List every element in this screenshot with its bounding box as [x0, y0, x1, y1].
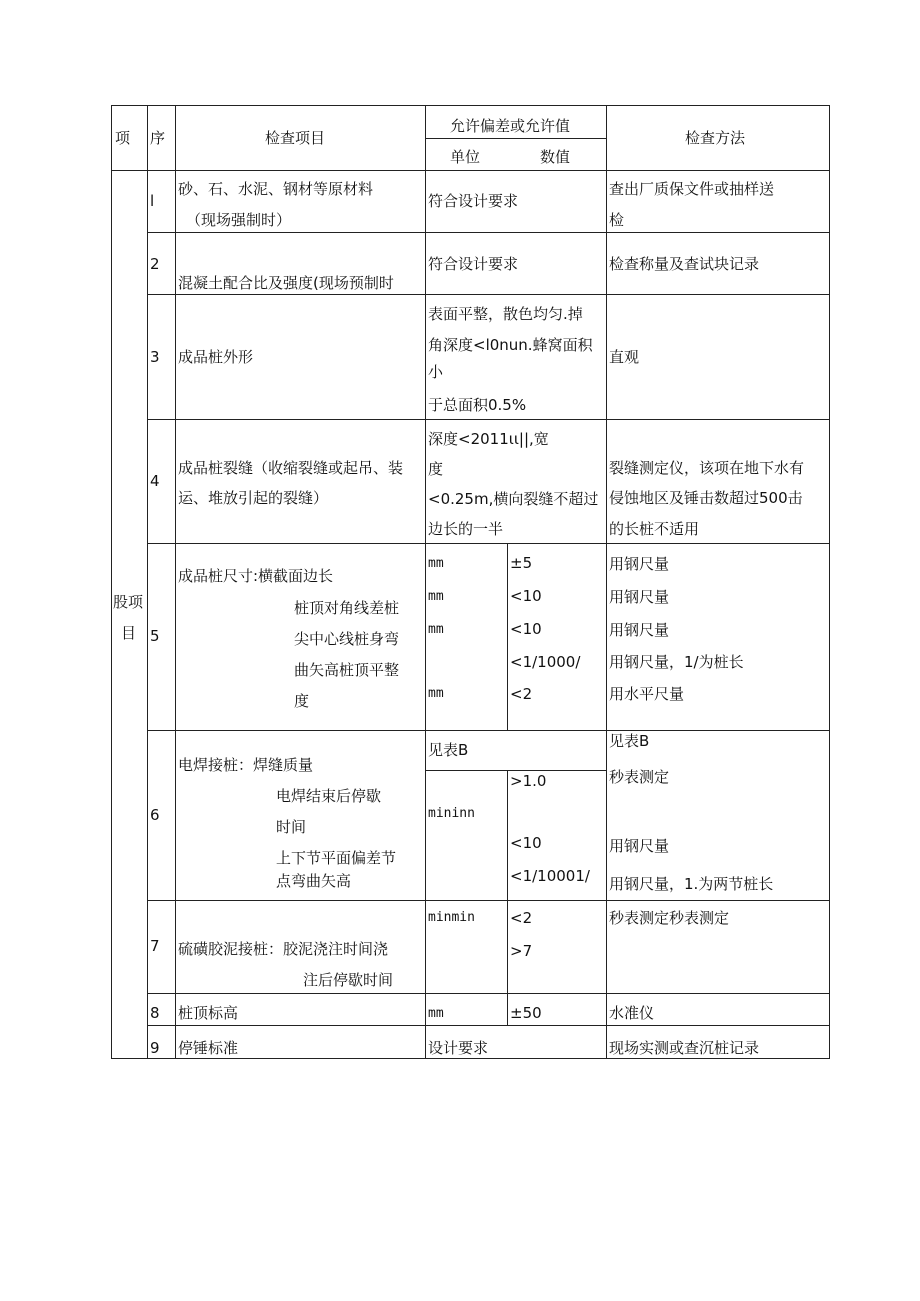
row5-unit-3: mm: [428, 622, 444, 637]
row5-item-line1: 成品桩尺寸:横截面边长: [178, 567, 334, 585]
row4-tol-line3: <0.25m,横向裂缝不超过: [428, 490, 599, 508]
row3-method: 直观: [609, 348, 640, 366]
row5-value-2: <10: [510, 587, 542, 605]
header-item: 项: [115, 129, 131, 147]
row5-unit-4: mm: [428, 686, 444, 701]
row4-item-line2: 运、堆放引起的裂缝）: [178, 489, 329, 507]
row1-method-line2: 检: [609, 211, 625, 229]
row5-method-2: 用钢尺量: [609, 588, 670, 606]
header-seq: 序: [150, 129, 166, 147]
row8-value: ±50: [510, 1004, 542, 1022]
row3-seq: 3: [150, 348, 160, 366]
row2-method: 检查称量及查试块记录: [609, 255, 760, 273]
row4-tol-line1: 深度<2011ιι||,宽: [428, 430, 549, 448]
header-value: 数值: [540, 148, 571, 166]
row2-seq: 2: [150, 255, 160, 273]
row6-item-line3: 时间: [276, 818, 307, 836]
row5-value-3: <10: [510, 620, 542, 638]
row5-item-line2: 桩顶对角线差桩: [294, 599, 400, 617]
row5-method-4: 用钢尺量，1/为桩长: [609, 653, 744, 671]
row6-tol-merged: 见表B: [428, 741, 469, 759]
row6-value-2: <10: [510, 834, 542, 852]
row7-value-1: <2: [510, 909, 533, 927]
row5-item-line4: 曲矢高桩顶平整: [294, 661, 400, 679]
row7-seq: 7: [150, 937, 160, 955]
row5-method-1: 用钢尺量: [609, 555, 670, 573]
row7-method: 秒表测定秒表测定: [609, 909, 730, 927]
row4-seq: 4: [150, 472, 160, 490]
row5-method-5: 用水平尺量: [609, 685, 685, 703]
row3-tol-line1: 表面平整，散色均匀.掉: [428, 305, 583, 323]
row4-tol-line2: 度: [428, 460, 444, 478]
header-unit: 单位: [450, 148, 481, 166]
row9-item: 停锤标准: [178, 1039, 239, 1057]
row6-unit: mininn: [428, 806, 475, 821]
header-check-item: 检查项目: [265, 129, 326, 147]
row5-seq: 5: [150, 627, 160, 645]
row4-tol-line4: 边长的一半: [428, 520, 504, 538]
row6-method-2: 秒表测定: [609, 768, 670, 786]
row4-item-line1: 成品桩裂缝（收缩裂缝或起吊、装: [178, 459, 404, 477]
row8-item: 桩顶标高: [178, 1004, 239, 1022]
row4-method-line3: 的长桩不适用: [609, 520, 700, 538]
row8-unit: mm: [428, 1006, 444, 1021]
row4-method-line1: 裂缝测定仪，该项在地下水有: [609, 459, 805, 477]
group-label-line2: 目: [121, 624, 137, 642]
row5-value-4: <1/1000/: [510, 653, 581, 671]
row6-item-line4: 上下节平面偏差节: [276, 849, 397, 867]
row6-method-4: 用钢尺量，1.为两节桩长: [609, 875, 774, 893]
row5-value-5: <2: [510, 685, 533, 703]
group-label-line1: 股项: [113, 593, 144, 611]
row3-tol-line4: 于总面积0.5%: [428, 396, 527, 414]
row8-seq: 8: [150, 1004, 160, 1022]
row3-tol-line3: 小: [428, 363, 444, 381]
row3-item: 成品桩外形: [178, 348, 254, 366]
row6-method-3: 用钢尺量: [609, 837, 670, 855]
row4-method-line2: 侵蚀地区及锤击数超过500击: [609, 489, 803, 507]
row6-item-line2: 电焊结束后停歇: [276, 787, 382, 805]
header-method: 检查方法: [685, 129, 746, 147]
row1-tolerance: 符合设计要求: [428, 192, 519, 210]
row7-item-line1: 硫磺胶泥接桩：胶泥浇注时间浇: [178, 940, 389, 958]
row8-method: 水准仪: [609, 1004, 655, 1022]
row1-seq: l: [150, 192, 155, 210]
row7-value-2: >7: [510, 942, 533, 960]
row3-tol-line2: 角深度<l0nun.蜂窝面积: [428, 336, 593, 354]
row5-method-3: 用钢尺量: [609, 621, 670, 639]
row6-seq: 6: [150, 806, 160, 824]
row9-seq: 9: [150, 1039, 160, 1057]
row6-item-line1: 电焊接桩：焊缝质量: [178, 756, 314, 774]
row9-tolerance: 设计要求: [428, 1039, 489, 1057]
row6-method-1: 见表B: [609, 732, 650, 750]
row5-unit-1: mm: [428, 556, 444, 571]
row7-item-line2: 注后停歇时间: [303, 971, 394, 989]
row1-item-line1: 砂、石、水泥、钢材等原材料: [178, 180, 374, 198]
row2-tolerance: 符合设计要求: [428, 255, 519, 273]
row7-unit: minmin: [428, 910, 475, 925]
row6-value-1: >1.0: [510, 772, 547, 790]
row2-item: 混凝土配合比及强度(现场预制时: [178, 274, 394, 292]
header-tolerance: 允许偏差或允许值: [450, 117, 571, 135]
row5-item-line5: 度: [294, 692, 310, 710]
row5-unit-2: mm: [428, 589, 444, 604]
row9-method: 现场实测或查沉桩记录: [609, 1039, 760, 1057]
row6-item-line5: 点弯曲矢高: [276, 872, 352, 890]
row1-item-line2: （现场强制时）: [186, 211, 292, 229]
row6-value-3: <1/10001/: [510, 867, 590, 885]
row1-method-line1: 查出厂质保文件或抽样送: [609, 180, 775, 198]
row5-item-line3: 尖中心线桩身弯: [294, 630, 400, 648]
row5-value-1: ±5: [510, 554, 533, 572]
